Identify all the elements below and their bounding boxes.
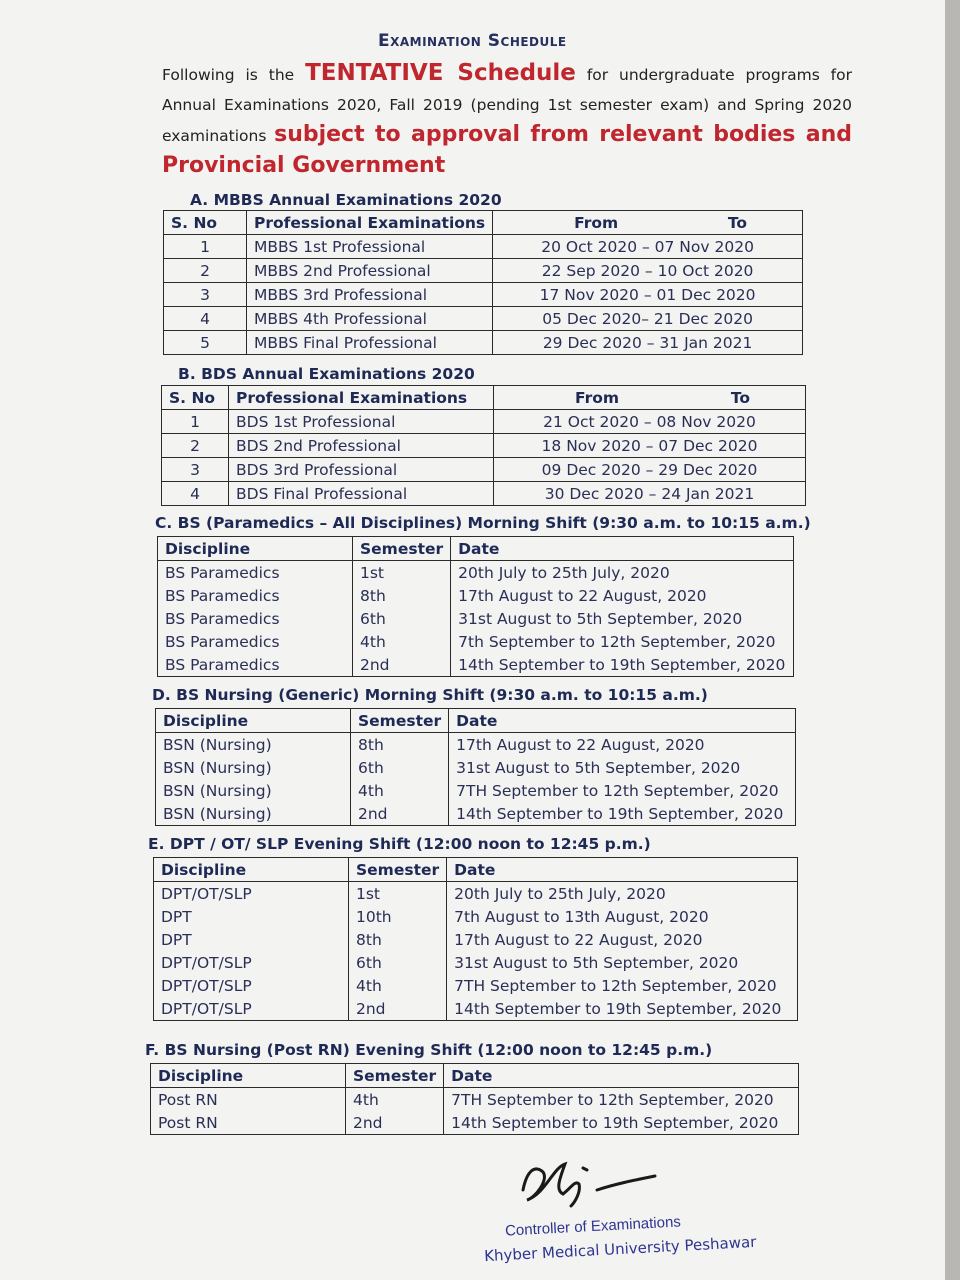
discipline: DPT/OT/SLP <box>154 951 349 974</box>
header-row <box>164 211 803 235</box>
semester: 6th <box>353 607 451 630</box>
table-row <box>151 1088 799 1112</box>
table-row <box>154 974 798 997</box>
table-row <box>162 434 806 458</box>
exam-date: 31st August to 5th September, 2020 <box>451 607 794 630</box>
semester: 8th <box>351 733 449 757</box>
col-discipline-header: Discipline <box>154 858 349 882</box>
section-a-heading: A. MBBS Annual Examinations 2020 <box>190 191 502 209</box>
semester: 8th <box>353 584 451 607</box>
discipline: BS Paramedics <box>158 561 353 585</box>
university-name: Khyber Medical University Peshawar <box>483 1232 757 1266</box>
discipline: BSN (Nursing) <box>156 802 351 826</box>
col-exam-header: Professional Examinations <box>247 211 493 235</box>
semester: 4th <box>351 779 449 802</box>
page-edge <box>945 0 960 1280</box>
table-row <box>154 905 798 928</box>
col-date-header: Date <box>447 858 798 882</box>
table-row <box>156 779 796 802</box>
discipline: Post RN <box>151 1088 346 1112</box>
exam-dates: 17 Nov 2020 – 01 Dec 2020 <box>493 283 803 307</box>
discipline: BS Paramedics <box>158 584 353 607</box>
col-semester-header: Semester <box>346 1064 444 1088</box>
semester: 8th <box>349 928 447 951</box>
semester: 1st <box>349 882 447 906</box>
header-row <box>151 1064 799 1088</box>
exam-dates: 21 Oct 2020 – 08 Nov 2020 <box>494 410 806 434</box>
discipline: BSN (Nursing) <box>156 779 351 802</box>
section-c-heading: C. BS (Paramedics – All Disciplines) Morning Shift (9:30 a.m. to 10:15 a.m.) <box>155 514 811 532</box>
discipline: Post RN <box>151 1111 346 1135</box>
exam-name: MBBS 2nd Professional <box>247 259 493 283</box>
table-row <box>158 584 794 607</box>
discipline: DPT <box>154 905 349 928</box>
exam-date: 7TH September to 12th September, 2020 <box>449 779 796 802</box>
serial-no: 4 <box>162 482 229 506</box>
table-row <box>151 1111 799 1135</box>
exam-name: BDS Final Professional <box>229 482 494 506</box>
exam-dates: 29 Dec 2020 – 31 Jan 2021 <box>493 331 803 355</box>
header-row <box>162 386 806 410</box>
semester: 1st <box>353 561 451 585</box>
exam-date: 14th September to 19th September, 2020 <box>451 653 794 677</box>
serial-no: 2 <box>164 259 247 283</box>
semester: 4th <box>346 1088 444 1112</box>
serial-no: 4 <box>164 307 247 331</box>
discipline: BS Paramedics <box>158 630 353 653</box>
col-discipline-header: Discipline <box>156 709 351 733</box>
col-to-header: To <box>727 213 747 232</box>
semester: 4th <box>349 974 447 997</box>
exam-name: MBBS 3rd Professional <box>247 283 493 307</box>
col-semester-header: Semester <box>351 709 449 733</box>
col-from-header: From <box>575 388 620 407</box>
serial-no: 1 <box>162 410 229 434</box>
exam-dates: 22 Sep 2020 – 10 Oct 2020 <box>493 259 803 283</box>
semester: 2nd <box>351 802 449 826</box>
table-row <box>162 482 806 506</box>
tentative-highlight: TENTATIVE Schedule <box>305 60 576 86</box>
approval-highlight: subject to approval from relevant bodies and Provincial Government <box>162 122 853 178</box>
paramedics-table <box>157 536 794 677</box>
intro-body: for undergraduate programs for Annual Examinations 2020, Fall 2019 (pending 1st semester exam) and Spring 2020 examinations <box>162 66 852 145</box>
discipline: BS Paramedics <box>158 607 353 630</box>
table-row <box>164 283 803 307</box>
semester: 10th <box>349 905 447 928</box>
header-row <box>154 858 798 882</box>
exam-name: BDS 3rd Professional <box>229 458 494 482</box>
exam-date: 31st August to 5th September, 2020 <box>449 756 796 779</box>
exam-date: 20th July to 25th July, 2020 <box>447 882 798 906</box>
serial-no: 1 <box>164 235 247 259</box>
exam-name: MBBS 4th Professional <box>247 307 493 331</box>
exam-dates: 09 Dec 2020 – 29 Dec 2020 <box>494 458 806 482</box>
intro-lead: Following is the <box>162 66 295 84</box>
exam-date: 17th August to 22 August, 2020 <box>449 733 796 757</box>
col-exam-header: Professional Examinations <box>229 386 494 410</box>
exam-date: 14th September to 19th September, 2020 <box>444 1111 799 1135</box>
table-row <box>158 653 794 677</box>
col-semester-header: Semester <box>349 858 447 882</box>
col-dates-header <box>493 211 803 235</box>
col-to-header: To <box>730 388 750 407</box>
discipline: DPT/OT/SLP <box>154 997 349 1021</box>
col-sno-header: S. No <box>164 211 247 235</box>
exam-date: 7TH September to 12th September, 2020 <box>447 974 798 997</box>
controller-title: Controller of Examinations <box>504 1213 682 1240</box>
col-discipline-header: Discipline <box>151 1064 346 1088</box>
header-row <box>156 709 796 733</box>
col-date-header: Date <box>444 1064 799 1088</box>
table-row <box>156 802 796 826</box>
section-b-heading: B. BDS Annual Examinations 2020 <box>178 365 475 383</box>
serial-no: 3 <box>164 283 247 307</box>
exam-dates: 30 Dec 2020 – 24 Jan 2021 <box>494 482 806 506</box>
document-title: Examination Schedule <box>378 31 567 51</box>
table-row <box>154 951 798 974</box>
table-row <box>158 607 794 630</box>
exam-date: 7th September to 12th September, 2020 <box>451 630 794 653</box>
post-rn-table <box>150 1063 799 1135</box>
exam-name: BDS 1st Professional <box>229 410 494 434</box>
section-e-heading: E. DPT / OT/ SLP Evening Shift (12:00 noon to 12:45 p.m.) <box>148 835 651 853</box>
table-row <box>156 756 796 779</box>
semester: 6th <box>349 951 447 974</box>
exam-name: BDS 2nd Professional <box>229 434 494 458</box>
table-row <box>162 410 806 434</box>
exam-date: 7TH September to 12th September, 2020 <box>444 1088 799 1112</box>
table-row <box>162 458 806 482</box>
table-row <box>156 733 796 757</box>
table-row <box>164 307 803 331</box>
bds-table <box>161 385 806 506</box>
serial-no: 3 <box>162 458 229 482</box>
discipline: DPT/OT/SLP <box>154 882 349 906</box>
exam-date: 17th August to 22 August, 2020 <box>451 584 794 607</box>
table-row <box>154 882 798 906</box>
exam-name: MBBS 1st Professional <box>247 235 493 259</box>
dpt-table <box>153 857 798 1021</box>
mbbs-table <box>163 210 803 355</box>
signature-icon <box>505 1150 665 1220</box>
semester: 2nd <box>349 997 447 1021</box>
col-date-header: Date <box>451 537 794 561</box>
nursing-generic-table <box>155 708 796 826</box>
table-row <box>164 259 803 283</box>
exam-date: 7th August to 13th August, 2020 <box>447 905 798 928</box>
table-row <box>164 331 803 355</box>
semester: 2nd <box>353 653 451 677</box>
col-sno-header: S. No <box>162 386 229 410</box>
table-row <box>164 235 803 259</box>
exam-dates: 05 Dec 2020– 21 Dec 2020 <box>493 307 803 331</box>
table-row <box>158 630 794 653</box>
discipline: DPT/OT/SLP <box>154 974 349 997</box>
discipline: BSN (Nursing) <box>156 756 351 779</box>
semester: 2nd <box>346 1111 444 1135</box>
semester: 4th <box>353 630 451 653</box>
discipline: BS Paramedics <box>158 653 353 677</box>
table-row <box>154 928 798 951</box>
semester: 6th <box>351 756 449 779</box>
discipline: BSN (Nursing) <box>156 733 351 757</box>
serial-no: 5 <box>164 331 247 355</box>
table-row <box>154 997 798 1021</box>
discipline: DPT <box>154 928 349 951</box>
exam-date: 31st August to 5th September, 2020 <box>447 951 798 974</box>
col-discipline-header: Discipline <box>158 537 353 561</box>
section-f-heading: F. BS Nursing (Post RN) Evening Shift (12:00 noon to 12:45 p.m.) <box>145 1041 713 1059</box>
exam-name: MBBS Final Professional <box>247 331 493 355</box>
exam-dates: 20 Oct 2020 – 07 Nov 2020 <box>493 235 803 259</box>
header-row <box>158 537 794 561</box>
col-from-header: From <box>574 213 619 232</box>
col-date-header: Date <box>449 709 796 733</box>
exam-date: 17th August to 22 August, 2020 <box>447 928 798 951</box>
intro-paragraph <box>162 58 852 182</box>
section-d-heading: D. BS Nursing (Generic) Morning Shift (9:30 a.m. to 10:15 a.m.) <box>152 686 708 704</box>
exam-date: 20th July to 25th July, 2020 <box>451 561 794 585</box>
col-dates-header <box>494 386 806 410</box>
exam-date: 14th September to 19th September, 2020 <box>447 997 798 1021</box>
table-row <box>158 561 794 585</box>
exam-dates: 18 Nov 2020 – 07 Dec 2020 <box>494 434 806 458</box>
exam-date: 14th September to 19th September, 2020 <box>449 802 796 826</box>
serial-no: 2 <box>162 434 229 458</box>
col-semester-header: Semester <box>353 537 451 561</box>
